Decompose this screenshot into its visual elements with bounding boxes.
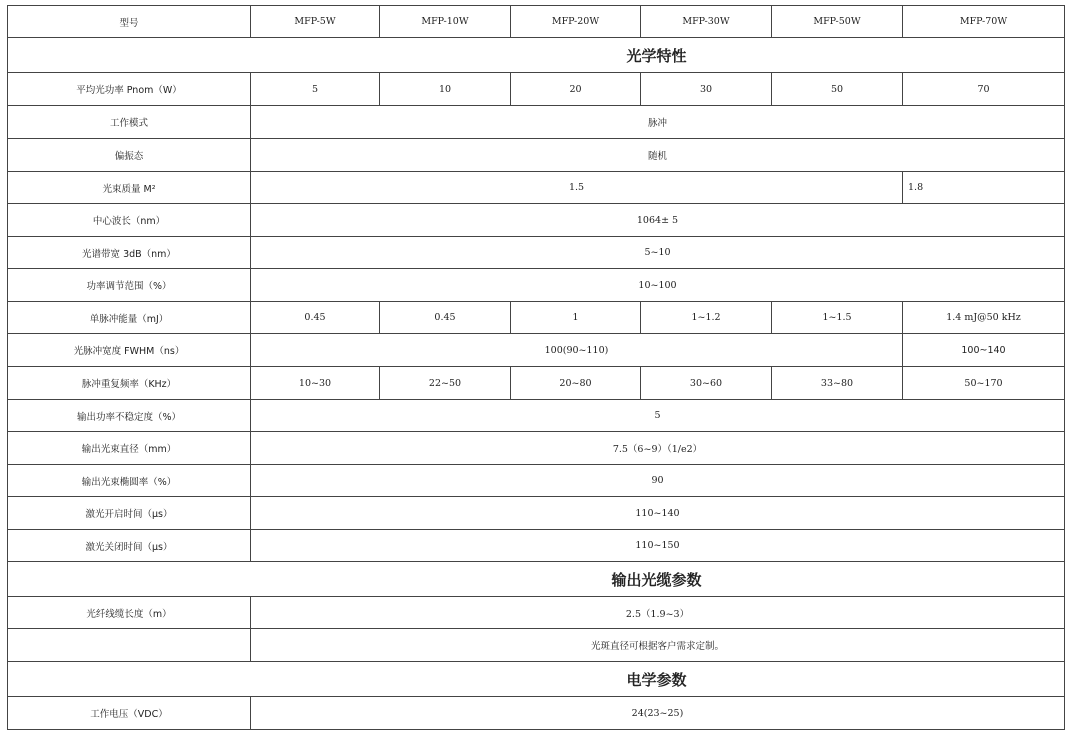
row-label: 中心波长（nm） — [8, 204, 251, 237]
table-row — [8, 367, 1065, 400]
table-cell: 110~140 — [251, 497, 1065, 530]
model-cell: MFP-20W — [511, 6, 641, 38]
row-label: 输出功率不稳定度（%） — [8, 400, 251, 432]
table-row — [8, 139, 1065, 172]
table-row — [8, 697, 1065, 730]
table-cell: 10~100 — [251, 269, 1065, 302]
spec-table — [7, 5, 1065, 730]
table-cell: 1.8 — [903, 172, 1065, 204]
row-label: 脉冲重复频率（KHz） — [8, 367, 251, 400]
table-row — [8, 497, 1065, 530]
row-label: 激光关闭时间（μs） — [8, 530, 251, 562]
section-row-electrical — [8, 662, 1065, 697]
table-cell: 2.5（1.9~3） — [251, 597, 1065, 629]
table-cell: 5 — [251, 73, 380, 106]
table-row — [8, 73, 1065, 106]
table-cell: 100~140 — [903, 334, 1065, 367]
row-label: 偏振态 — [8, 139, 251, 172]
model-cell: MFP-70W — [903, 6, 1065, 38]
row-label: 输出光束直径（mm） — [8, 432, 251, 465]
row-label: 平均光功率 Pnom（W） — [8, 73, 251, 106]
table-cell: 100(90~110) — [251, 334, 903, 367]
table-row — [8, 629, 1065, 662]
table-cell: 1~1.2 — [641, 302, 772, 334]
row-label: 光谱带宽 3dB（nm） — [8, 237, 251, 269]
model-cell: MFP-50W — [772, 6, 903, 38]
row-label — [8, 629, 251, 662]
table-cell: 20 — [511, 73, 641, 106]
table-cell: 0.45 — [380, 302, 511, 334]
table-cell: 24(23~25) — [251, 697, 1065, 730]
section-title-optical: 光学特性 — [8, 38, 1065, 73]
table-row — [8, 302, 1065, 334]
table-row — [8, 204, 1065, 237]
table-cell: 90 — [251, 465, 1065, 497]
row-label: 光纤线缆长度（m） — [8, 597, 251, 629]
table-cell: 50~170 — [903, 367, 1065, 400]
row-label: 工作电压（VDC） — [8, 697, 251, 730]
header-row — [8, 6, 1065, 38]
table-cell: 7.5（6~9）（1/e2） — [251, 432, 1065, 465]
model-cell: MFP-30W — [641, 6, 772, 38]
table-cell: 30~60 — [641, 367, 772, 400]
section-row-optical — [8, 38, 1065, 73]
row-label: 工作模式 — [8, 106, 251, 139]
section-title-electrical: 电学参数 — [8, 662, 1065, 697]
table-row — [8, 334, 1065, 367]
row-label: 功率调节范围（%） — [8, 269, 251, 302]
row-label: 光脉冲宽度 FWHM（ns） — [8, 334, 251, 367]
model-cell: MFP-10W — [380, 6, 511, 38]
table-cell: 光斑直径可根据客户需求定制。 — [251, 629, 1065, 662]
table-row — [8, 432, 1065, 465]
table-cell: 70 — [903, 73, 1065, 106]
table-cell: 33~80 — [772, 367, 903, 400]
table-cell: 30 — [641, 73, 772, 106]
table-cell: 22~50 — [380, 367, 511, 400]
table-cell: 1.4 mJ@50 kHz — [903, 302, 1065, 334]
table-cell: 50 — [772, 73, 903, 106]
table-row — [8, 530, 1065, 562]
table-cell: 0.45 — [251, 302, 380, 334]
table-cell: 1~1.5 — [772, 302, 903, 334]
table-cell: 5 — [251, 400, 1065, 432]
table-cell: 1.5 — [251, 172, 903, 204]
table-row — [8, 172, 1065, 204]
row-label: 激光开启时间（μs） — [8, 497, 251, 530]
table-row — [8, 465, 1065, 497]
row-label: 单脉冲能量（mJ） — [8, 302, 251, 334]
table-cell: 脉冲 — [251, 106, 1065, 139]
table-cell: 5~10 — [251, 237, 1065, 269]
section-title-cable: 输出光缆参数 — [8, 562, 1065, 597]
table-cell: 20~80 — [511, 367, 641, 400]
model-label: 型号 — [8, 6, 251, 38]
table-cell: 1064± 5 — [251, 204, 1065, 237]
section-row-cable — [8, 562, 1065, 597]
table-cell: 10 — [380, 73, 511, 106]
table-cell: 随机 — [251, 139, 1065, 172]
row-label: 光束质量 M² — [8, 172, 251, 204]
table-row — [8, 106, 1065, 139]
table-cell: 110~150 — [251, 530, 1065, 562]
table-cell: 1 — [511, 302, 641, 334]
table-cell: 10~30 — [251, 367, 380, 400]
table-row — [8, 400, 1065, 432]
model-cell: MFP-5W — [251, 6, 380, 38]
table-row — [8, 597, 1065, 629]
table-row — [8, 237, 1065, 269]
table-row — [8, 269, 1065, 302]
row-label: 输出光束椭圆率（%） — [8, 465, 251, 497]
